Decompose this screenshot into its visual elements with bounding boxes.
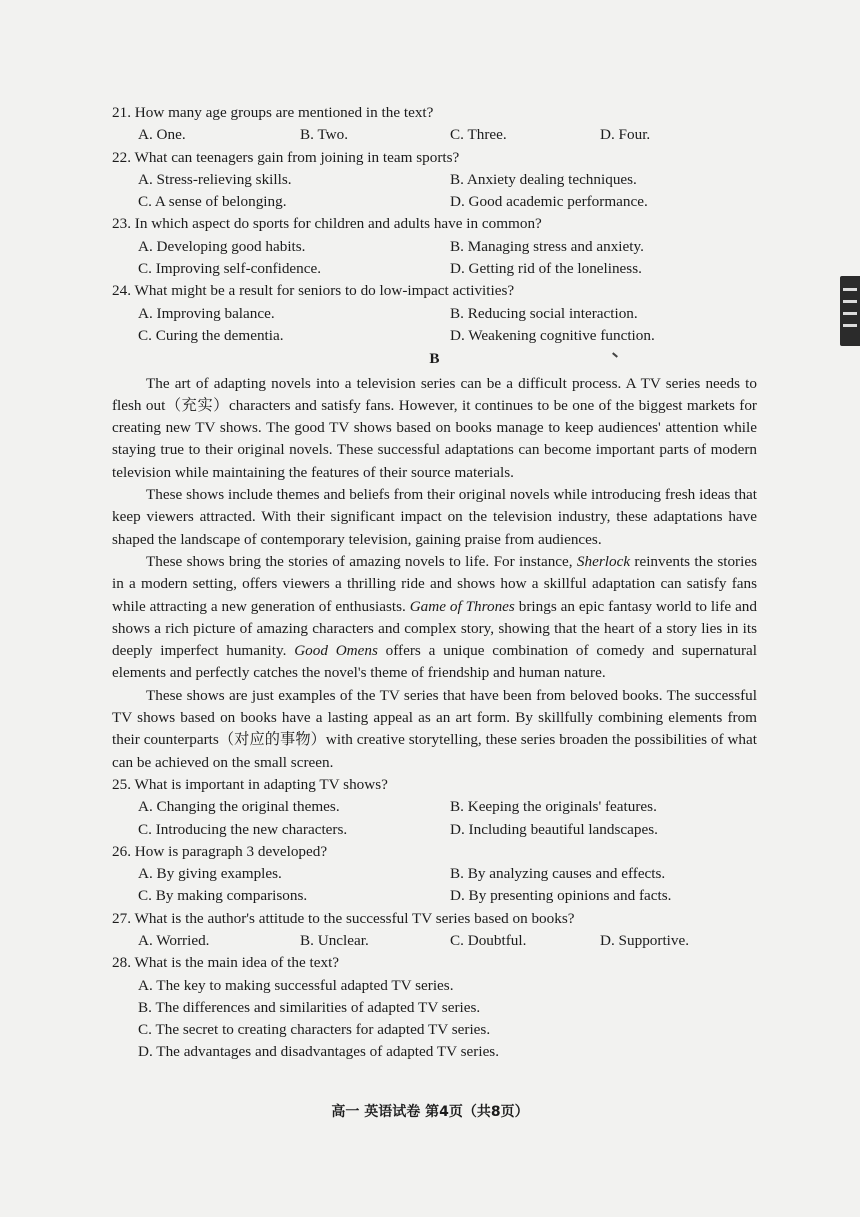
reading-passage (112, 373, 757, 774)
question-stem: 22. What can teenagers gain from joining in team sports? (112, 148, 460, 166)
passage-text: These shows bring the stories of amazing novels to life. For instance, (146, 552, 577, 570)
question (112, 147, 757, 214)
title-sherlock: Sherlock (576, 552, 631, 570)
answer-option: A. Stress-relieving skills. (138, 170, 292, 188)
answer-option: C. Curing the dementia. (138, 326, 284, 344)
answer-option: D. Supportive. (600, 931, 690, 949)
answer-option: A. One. (138, 126, 186, 144)
question-group-b (112, 774, 757, 1064)
question-stem: 25. What is important in adapting TV shows? (112, 775, 388, 793)
answer-option: A. By giving examples. (138, 865, 282, 883)
passage-paragraph: These shows include themes and beliefs from their original novels while introducing fresh ideas that keep viewers attracted. With their significant impact on the television industry, these adaptations have shaped the landscape of contemporary television, gaining praise from audiences. (112, 486, 757, 548)
passage-text: reinvents the stories in a modern setting, offers viewers a thrilling ride and shows how a skillful adaptation can satisfy fans while attracting a new generation of enthusiasts. (112, 552, 757, 615)
answer-options (138, 863, 757, 908)
question-group-a (112, 102, 757, 347)
answer-option: C. The secret to creating characters for adapted TV series. (138, 1021, 491, 1039)
answer-option: C. By making comparisons. (138, 887, 308, 905)
question-stem: 21. How many age groups are mentioned in the text? (112, 104, 434, 121)
answer-options (138, 236, 757, 281)
answer-option: D. By presenting opinions and facts. (450, 887, 672, 905)
answer-options (138, 796, 757, 841)
passage-paragraph: The art of adapting novels into a television series can be a difficult process. A TV series needs to flesh out（充实）characters and satisfy fans. However, it continues to be one of the biggest markets for creating new TV shows. The good TV shows based on books manage to keep audiences' attention while staying true to their original novels. These successful adaptations can become important parts of modern television while maintaining the features of their source materials. (112, 374, 757, 481)
question (112, 774, 757, 841)
answer-option: D. Good academic performance. (450, 193, 648, 211)
answer-option: A. Developing good habits. (138, 237, 306, 255)
answer-option: B. By analyzing causes and effects. (450, 865, 666, 883)
binding-edge-mark (840, 276, 860, 346)
question (112, 952, 757, 1063)
answer-option: A. Worried. (138, 931, 210, 949)
passage-text: offers a unique combination of comedy and supernatural elements and perfectly catches the novel's theme of friendship and human nature. (112, 642, 757, 682)
answer-options (138, 124, 757, 146)
question (112, 213, 757, 280)
question (112, 908, 757, 953)
question (112, 280, 757, 347)
answer-option: C. Three. (450, 126, 507, 144)
page-content (112, 102, 757, 1064)
answer-option: D. Getting rid of the loneliness. (450, 260, 642, 278)
answer-option: B. Unclear. (300, 931, 369, 949)
answer-option: C. Improving self-confidence. (138, 260, 322, 278)
question-stem: 23. In which aspect do sports for children and adults have in common? (112, 215, 542, 233)
answer-option: B. Reducing social interaction. (450, 304, 638, 322)
section-title: B (429, 350, 440, 368)
answer-option: A. The key to making successful adapted TV series. (138, 976, 454, 994)
answer-options (138, 930, 757, 952)
answer-option: B. Two. (300, 126, 349, 144)
answer-option: A. Changing the original themes. (138, 798, 340, 816)
title-game-of-thrones: Game of Thrones (409, 597, 515, 615)
question-stem: 27. What is the author's attitude to the successful TV series based on books? (112, 909, 575, 927)
answer-option: B. Keeping the originals' features. (450, 798, 657, 816)
question (112, 841, 757, 908)
question-stem: 24. What might be a result for seniors to do low-impact activities? (112, 282, 515, 300)
title-good-omens: Good Omens (294, 642, 378, 660)
answer-option: C. A sense of belonging. (138, 193, 287, 211)
answer-option: D. The advantages and disadvantages of adapted TV series. (138, 1043, 500, 1061)
answer-option: D. Including beautiful landscapes. (450, 820, 658, 838)
answer-option: D. Four. (600, 126, 651, 144)
answer-option: C. Introducing the new characters. (138, 820, 348, 838)
answer-option: A. Improving balance. (138, 304, 275, 322)
answer-options (138, 303, 757, 348)
passage-paragraph (112, 551, 757, 685)
answer-option: B. Managing stress and anxiety. (450, 237, 644, 255)
page-footer: 高一 英语试卷 第4页（共8页） (331, 1104, 529, 1120)
answer-option: D. Weakening cognitive function. (450, 326, 655, 344)
answer-options (138, 975, 757, 1064)
passage-paragraph: These shows are just examples of the TV series that have been from beloved books. The successful TV shows based on books have a lasting appeal as an art form. By skillfully combining elements from their counterparts（对应的事物）with creative storytelling, these series broaden the possibilities of what can be achieved on the small screen. (112, 686, 757, 771)
answer-option: B. The differences and similarities of adapted TV series. (138, 998, 481, 1016)
question (112, 102, 757, 147)
answer-options (138, 169, 757, 214)
passage-text: brings an epic fantasy world to life and shows a rich picture of amazing characters and complex story, showing that the heart of a story lies in its deeply imperfect humanity. (112, 597, 757, 660)
question-stem: 28. What is the main idea of the text? (112, 954, 340, 972)
question-stem: 26. How is paragraph 3 developed? (112, 842, 328, 860)
answer-option: C. Doubtful. (450, 931, 527, 949)
answer-option: B. Anxiety dealing techniques. (450, 170, 637, 188)
